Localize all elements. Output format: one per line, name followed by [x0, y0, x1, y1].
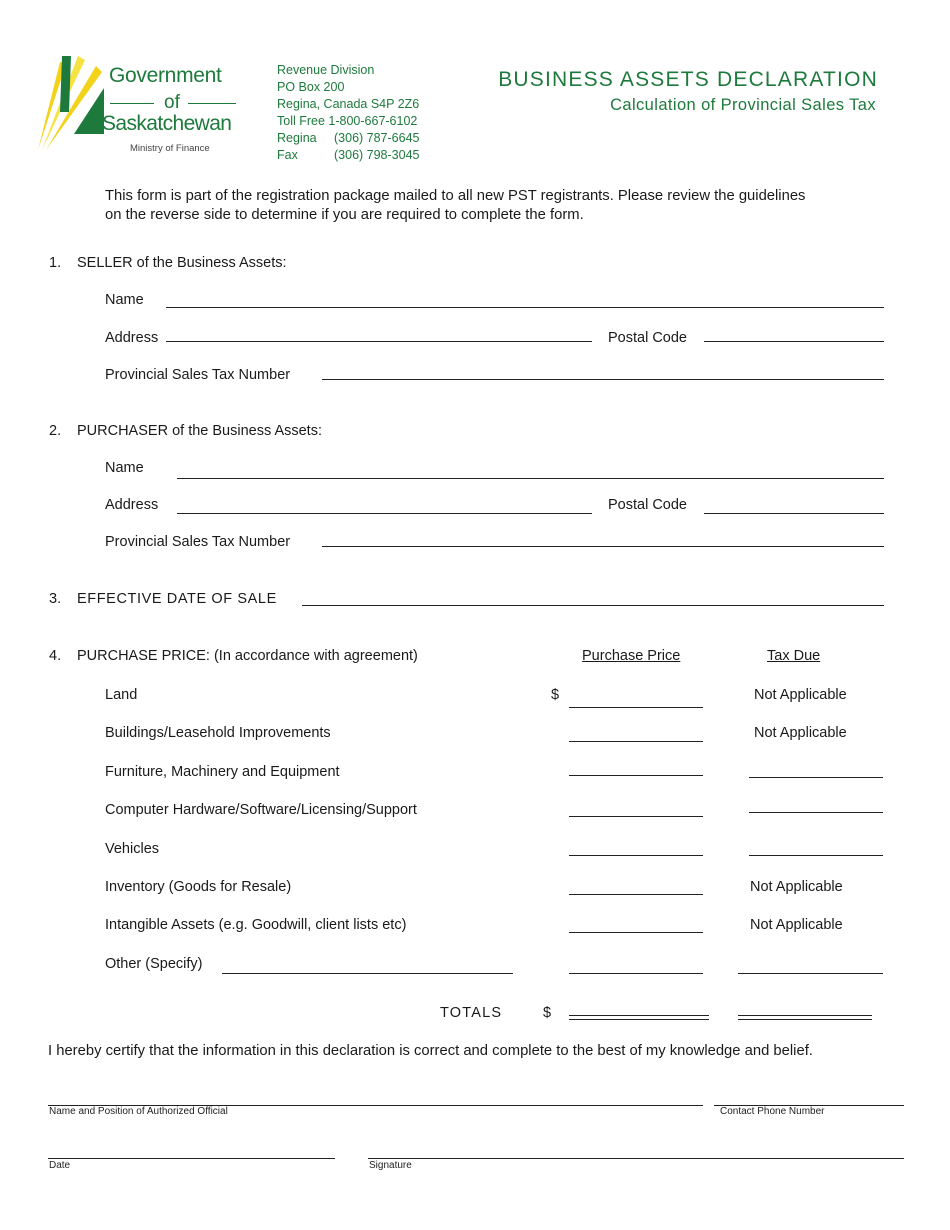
- totals-label: TOTALS: [440, 1005, 503, 1021]
- land-currency-symbol: $: [551, 687, 560, 703]
- seller-name-label: Name: [105, 292, 144, 308]
- address-division: Revenue Division: [277, 63, 375, 77]
- signature-caption: Signature: [369, 1160, 412, 1171]
- date-caption: Date: [49, 1160, 71, 1171]
- seller-address-field[interactable]: [166, 341, 592, 342]
- totals-currency-symbol: $: [543, 1005, 552, 1021]
- intangible-tax-not-applicable: Not Applicable: [750, 917, 843, 933]
- purchaser-postal-label: Postal Code: [608, 497, 687, 513]
- signature-field[interactable]: [368, 1158, 904, 1159]
- intro-line-1: This form is part of the registration package mailed to all new PST registrants. Please review the guidelines: [105, 188, 806, 204]
- fax-label: Fax: [277, 148, 298, 162]
- row-furniture-label: Furniture, Machinery and Equipment: [105, 764, 340, 780]
- section-4-title: PURCHASE PRICE: (In accordance with agreement): [77, 648, 418, 664]
- land-price-field[interactable]: [569, 707, 703, 708]
- tax-due-column-header: Tax Due: [767, 648, 821, 664]
- seller-postal-label: Postal Code: [608, 330, 687, 346]
- other-tax-field[interactable]: [738, 973, 883, 974]
- seller-address-label: Address: [105, 330, 159, 346]
- certification-statement: I hereby certify that the information in this declaration is correct and complete to the best of my knowledge and belief.: [48, 1043, 813, 1059]
- row-intangible-label: Intangible Assets (e.g. Goodwill, client lists etc): [105, 917, 407, 933]
- logo-government: Government: [109, 64, 222, 87]
- address-box: PO Box 200: [277, 80, 345, 94]
- fax-phone: (306) 798-3045: [334, 148, 420, 162]
- seller-name-field[interactable]: [166, 307, 884, 308]
- logo-saskatchewan: Saskatchewan: [102, 112, 232, 135]
- logo-of-row: [110, 92, 236, 114]
- row-land-label: Land: [105, 687, 138, 703]
- logo-of: of: [164, 92, 180, 113]
- computer-price-field[interactable]: [569, 816, 703, 817]
- vehicles-price-field[interactable]: [569, 855, 703, 856]
- address-city: Regina, Canada S4P 2Z6: [277, 97, 420, 111]
- seller-pst-label: Provincial Sales Tax Number: [105, 367, 291, 383]
- purchase-price-column-header: Purchase Price: [582, 648, 681, 664]
- section-3-number: 3.: [49, 591, 62, 607]
- computer-tax-field[interactable]: [749, 812, 883, 813]
- row-computer-label: Computer Hardware/Software/Licensing/Support: [105, 802, 417, 818]
- seller-pst-field[interactable]: [322, 379, 884, 380]
- purchaser-address-field[interactable]: [177, 513, 592, 514]
- furniture-tax-field[interactable]: [749, 777, 883, 778]
- contact-phone-caption: Contact Phone Number: [720, 1106, 825, 1117]
- row-other-label: Other (Specify): [105, 956, 203, 972]
- logo-rule-right: [188, 103, 236, 104]
- section-4-number: 4.: [49, 648, 62, 664]
- totals-tax-field[interactable]: [738, 1015, 872, 1020]
- other-specify-field[interactable]: [222, 973, 513, 974]
- address-regina: [277, 130, 419, 147]
- totals-price-field[interactable]: [569, 1015, 709, 1020]
- section-2-number: 2.: [49, 423, 62, 439]
- intangible-price-field[interactable]: [569, 932, 703, 933]
- official-name-caption: Name and Position of Authorized Official: [49, 1106, 228, 1117]
- purchaser-name-field[interactable]: [177, 478, 884, 479]
- address-tollfree: Toll Free 1-800-667-6102: [277, 114, 418, 128]
- effective-date-field[interactable]: [302, 605, 884, 606]
- row-inventory-label: Inventory (Goods for Resale): [105, 879, 292, 895]
- address-block: [277, 62, 419, 164]
- section-3-title: EFFECTIVE DATE OF SALE: [77, 591, 277, 607]
- section-1-number: 1.: [49, 255, 62, 271]
- purchaser-address-label: Address: [105, 497, 159, 513]
- regina-label: Regina: [277, 131, 317, 145]
- section-1-title: SELLER of the Business Assets:: [77, 255, 287, 271]
- furniture-price-field[interactable]: [569, 775, 703, 776]
- land-tax-not-applicable: Not Applicable: [754, 687, 847, 703]
- purchaser-name-label: Name: [105, 460, 144, 476]
- logo-rule-left: [110, 103, 154, 104]
- inventory-tax-not-applicable: Not Applicable: [750, 879, 843, 895]
- inventory-price-field[interactable]: [569, 894, 703, 895]
- logo-ministry: Ministry of Finance: [130, 143, 210, 154]
- intro-line-2: on the reverse side to determine if you are required to complete the form.: [105, 207, 584, 223]
- wheat-sheaf-icon: [34, 52, 114, 154]
- purchaser-postal-field[interactable]: [704, 513, 884, 514]
- purchaser-pst-label: Provincial Sales Tax Number: [105, 534, 291, 550]
- date-field[interactable]: [48, 1158, 335, 1159]
- buildings-tax-not-applicable: Not Applicable: [754, 725, 847, 741]
- form-title: BUSINESS ASSETS DECLARATION: [498, 68, 878, 91]
- address-fax: [277, 147, 419, 164]
- other-price-field[interactable]: [569, 973, 703, 974]
- section-2-title: PURCHASER of the Business Assets:: [77, 423, 322, 439]
- row-vehicles-label: Vehicles: [105, 841, 160, 857]
- buildings-price-field[interactable]: [569, 741, 703, 742]
- form-subtitle: Calculation of Provincial Sales Tax: [610, 96, 876, 114]
- regina-phone: (306) 787-6645: [334, 131, 420, 145]
- government-logo: [34, 52, 244, 158]
- vehicles-tax-field[interactable]: [749, 855, 883, 856]
- row-buildings-label: Buildings/Leasehold Improvements: [105, 725, 331, 741]
- seller-postal-field[interactable]: [704, 341, 884, 342]
- purchaser-pst-field[interactable]: [322, 546, 884, 547]
